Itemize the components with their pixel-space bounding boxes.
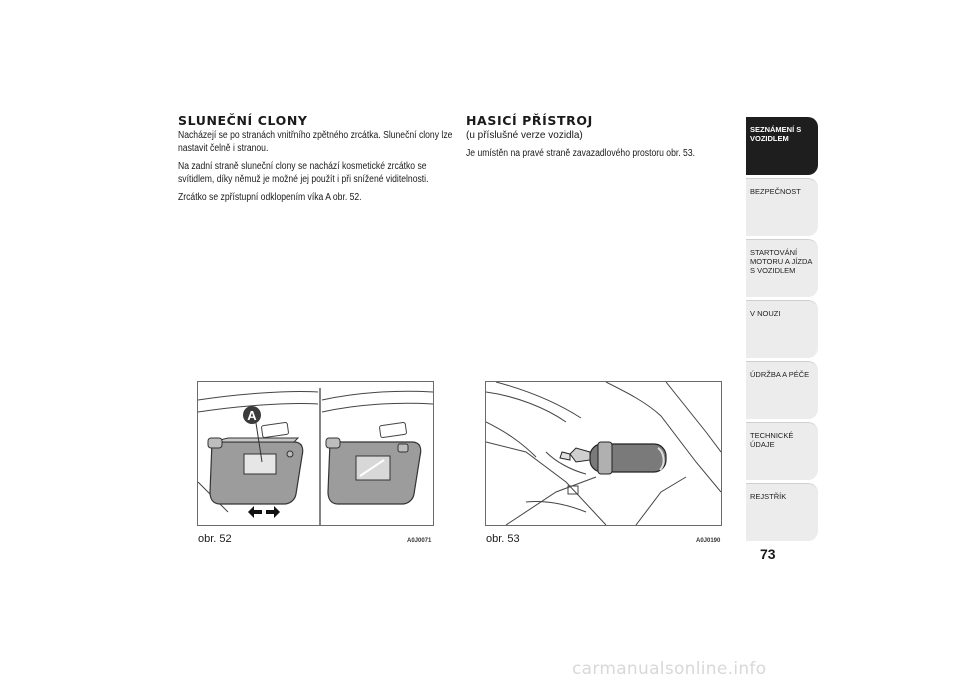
watermark: carmanualsonline.info [572,659,767,679]
right-column [466,113,746,167]
figure-caption: obr. 52 [198,533,232,545]
section-subtitle: (u příslušné verze vozidla) [466,130,583,141]
tab-seznameni-s-vozidlem[interactable] [746,117,818,175]
section-title-sun-visors: SLUNEČNÍ CLONY [178,113,308,128]
tab-label: STARTOVÁNÍ MOTORU A JÍZDA S VOZIDLEM [750,248,812,275]
tab-rejstrik[interactable] [746,483,818,541]
tab-bezpecnost[interactable] [746,178,818,236]
tab-label: TECHNICKÉ ÚDAJE [750,431,794,449]
tab-v-nouzi[interactable] [746,300,818,358]
tab-label: ÚDRŽBA A PÉČE [750,370,810,379]
figure-code: A0J0071 [407,538,432,544]
paragraph: Nacházejí se po stranách vnitřního zpětného zrcátka. Sluneční clony lze nastavit čelně i stranou. [178,130,453,154]
figure-code: A0J0190 [696,538,721,544]
tab-technicke-udaje[interactable] [746,422,818,480]
tab-label: SEZNÁMENÍ S VOZIDLEM [750,125,802,143]
figure-fire-extinguisher [485,381,722,526]
paragraph: Zrcátko se zpřístupní odklopením víka A obr. 52. [178,192,362,203]
chapter-tabs [746,117,818,544]
tab-startovani[interactable] [746,239,818,297]
paragraph: Na zadní straně sluneční clony se nachází kosmetické zrcátko se svítidlem, díky němuž je možné jej použít i při snížené viditelnosti. [178,161,429,185]
figure-caption: obr. 53 [486,533,520,545]
page-number: 73 [760,546,776,562]
callout-label-a: A [247,408,257,423]
paragraph: Je umístěn na pravé straně zavazadlového prostoru obr. 53. [466,148,696,159]
tab-label: V NOUZI [750,309,781,318]
figure-sun-visor [197,381,434,526]
tab-label: REJSTŘÍK [750,492,787,501]
tab-udrzba-a-pece[interactable] [746,361,818,419]
tab-label: BEZPEČNOST [750,187,801,196]
left-column [178,113,458,211]
section-title-fire-extinguisher: HASICÍ PŘÍSTROJ [466,113,593,128]
